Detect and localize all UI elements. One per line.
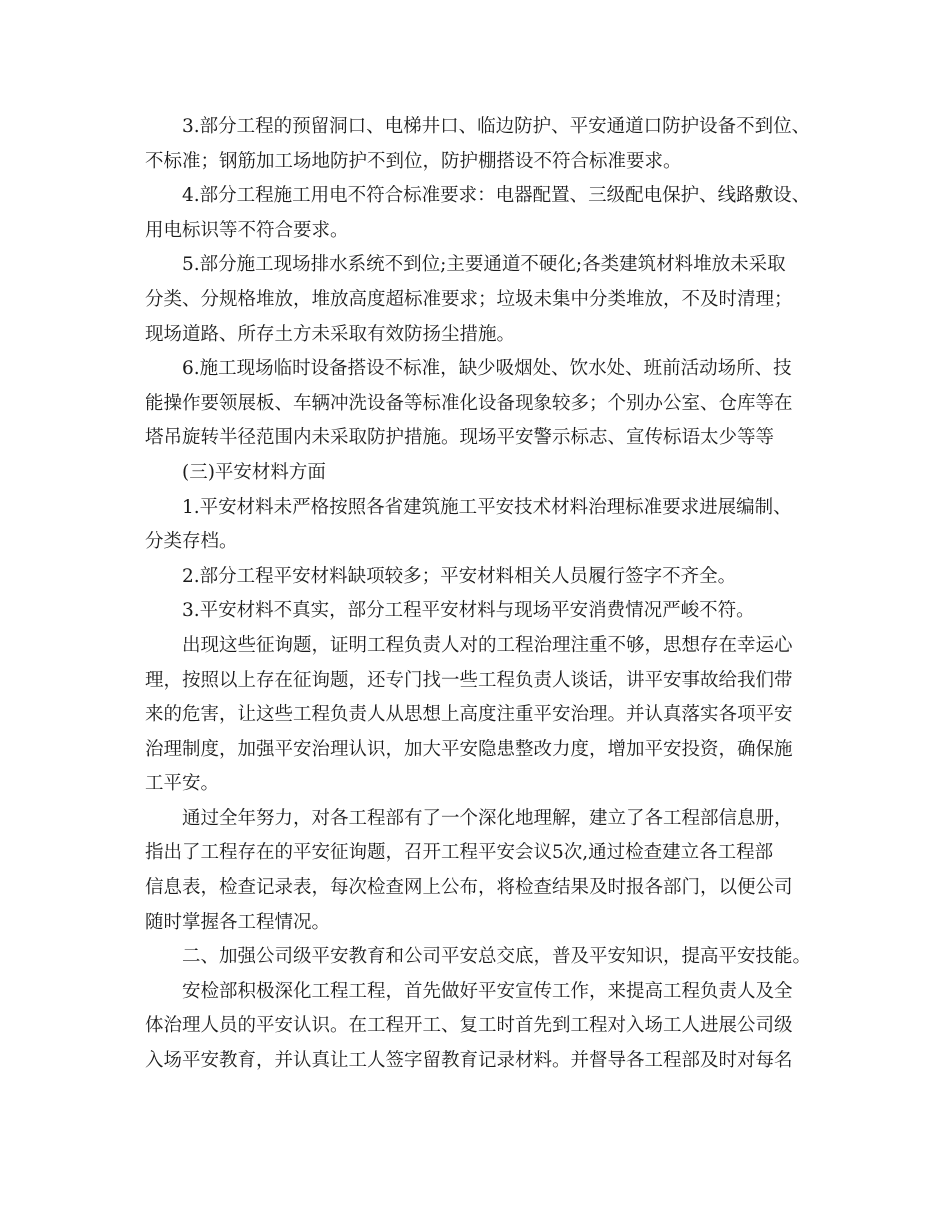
text-line: 2.部分工程平安材料缺项较多；平安材料相关人员履行签字不齐全。 (182, 565, 737, 587)
text-line: 入场平安教育，并认真让工人签字留教育记录材料。并督导各工程部及时对每名 (145, 1050, 793, 1072)
text-line: 用电标识等不符合要求。 (145, 219, 349, 241)
text-line: 治理制度，加强平安治理认识，加大平安隐患整改力度，增加平安投资，确保施 (145, 738, 793, 760)
paragraph-item-6-temporary-facilities (145, 352, 820, 456)
document-page (145, 110, 820, 1079)
text-line: 现场道路、所存土方未采取有效防扬尘措施。 (145, 323, 516, 345)
paragraph-section-2-heading (145, 940, 820, 975)
paragraph-annual-effort (145, 802, 820, 940)
text-line: 通过全年努力，对各工程部有了一个深化地理解，建立了各工程部信息册， (182, 807, 793, 829)
text-line: 3.平安材料不真实，部分工程平安材料与现场平安消费情况严峻不符。 (182, 600, 755, 622)
text-line: 工平安。 (145, 773, 220, 795)
text-line: 信息表，检查记录表，每次检查网上公布，将检查结果及时报各部门，以便公司 (145, 877, 793, 899)
paragraph-section-3-heading (145, 456, 820, 491)
paragraph-item-3-holes-protection (145, 110, 820, 179)
paragraph-material-item-2 (145, 560, 820, 595)
text-line: (三)平安材料方面 (182, 461, 326, 483)
text-line: 指出了工程存在的平安征询题，召开工程平安会议5次,通过检查建立各工程部 (145, 842, 774, 864)
text-line: 1.平安材料未严格按照各省建筑施工平安技术材料治理标准要求进展编制、 (182, 496, 792, 518)
paragraph-safety-education (145, 975, 820, 1079)
text-line: 安检部积极深化工程工程，首先做好平安宣传工作，来提高工程负责人及全 (182, 980, 793, 1002)
text-line: 塔吊旋转半径范围内未采取防护措施。现场平安警示标志、宣传标语太少等等 (145, 427, 775, 449)
text-line: 能操作要领展板、车辆冲洗设备等标准化设备现象较多；个别办公室、仓库等在 (145, 392, 793, 414)
paragraph-material-item-1 (145, 491, 820, 560)
text-line: 6.施工现场临时设备搭设不标准，缺少吸烟处、饮水处、班前活动场所、技 (182, 358, 792, 380)
text-line: 5.部分施工现场排水系统不到位;主要通道不硬化;各类建筑材料堆放未采取 (182, 254, 786, 276)
paragraph-material-item-3 (145, 594, 820, 629)
text-line: 3.部分工程的预留洞口、电梯井口、临边防护、平安通道口防护设备不到位、 (182, 116, 811, 137)
text-line: 二、加强公司级平安教育和公司平安总交底，普及平安知识，提高平安技能。 (182, 946, 812, 968)
text-line: 分类、分规格堆放，堆放高度超标准要求；垃圾未集中分类堆放，不及时清理； (145, 288, 793, 310)
text-line: 分类存档。 (145, 531, 238, 553)
text-line: 来的危害，让这些工程负责人从思想上高度注重平安治理。并认真落实各项平安 (145, 704, 793, 726)
text-line: 理，按照以上存在征询题，还专门找一些工程负责人谈话，讲平安事故给我们带 (145, 669, 793, 691)
text-line: 出现这些征询题，证明工程负责人对的工程治理注重不够，思想存在幸运心 (182, 634, 793, 656)
paragraph-item-4-electricity (145, 179, 820, 248)
paragraph-item-5-drainage (145, 248, 820, 352)
text-line: 4.部分工程施工用电不符合标准要求：电器配置、三级配电保护、线路敷设、 (182, 185, 811, 207)
text-line: 随时掌握各工程情况。 (145, 911, 331, 933)
text-line: 体治理人员的平安认识。在工程开工、复工时首先到工程对入场工人进展公司级 (145, 1015, 793, 1037)
text-line: 不标准；钢筋加工场地防护不到位，防护棚搭设不符合标准要求。 (145, 150, 682, 172)
paragraph-problems-summary (145, 629, 820, 802)
